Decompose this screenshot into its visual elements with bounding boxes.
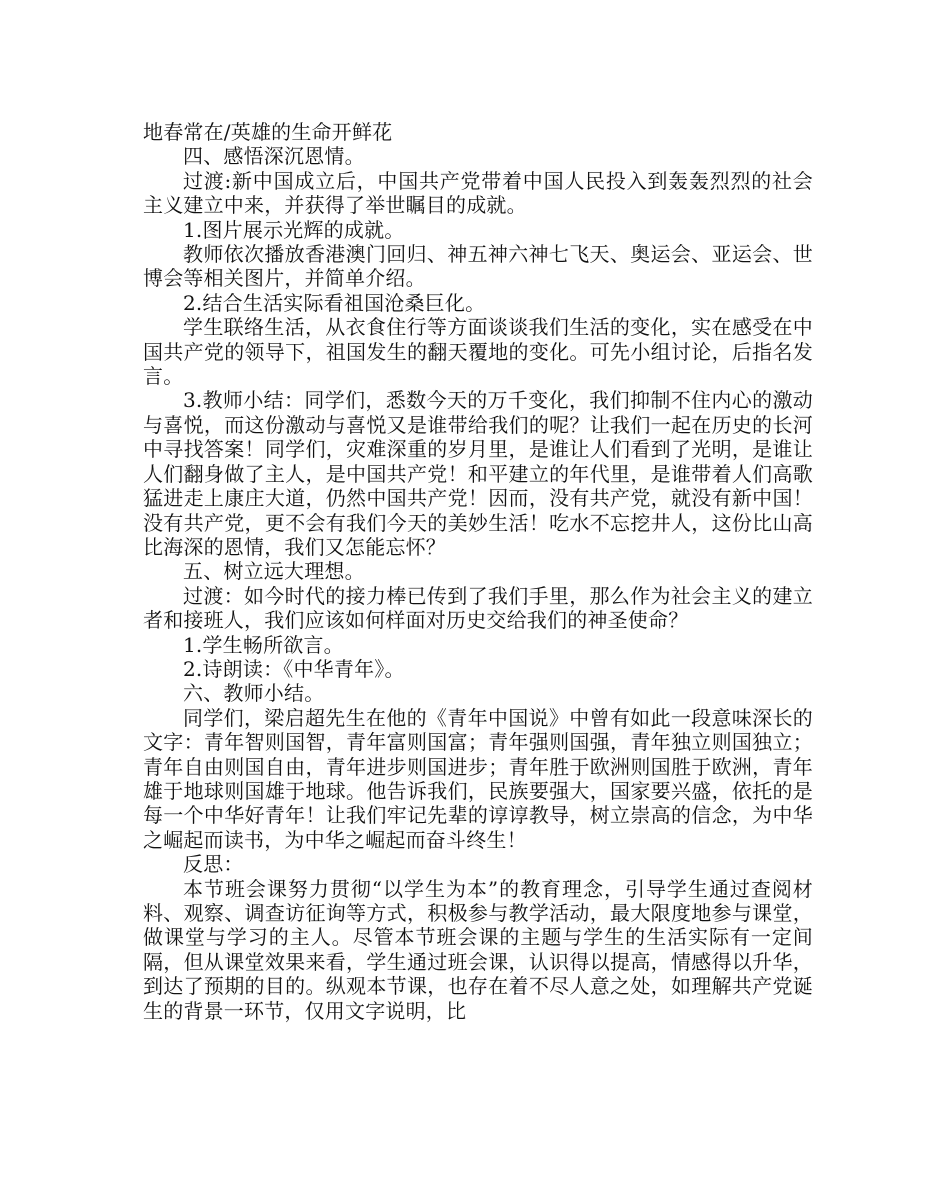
- paragraph-2: 过渡:新中国成立后，中国共产党带着中国人民投入到轰轰烈烈的社会主义建立中来，并获得了举世瞩目的成就。: [143, 168, 813, 218]
- paragraph-13: 同学们，梁启超先生在他的《青年中国说》中曾有如此一段意味深长的文字：青年智则国智，青年富则国富；青年强则国强，青年独立则国独立；青年自由则国自由，青年进步则国进步；青年胜于欧洲则国胜于欧洲，青年雄于地球则国雄于地球。他告诉我们，民族要强大，国家要兴盛，依托的是每一个中华好青年！让我们牢记先辈的谆谆教导，树立崇高的信念，为中华之崛起而读书，为中华之崛起而奋斗终生！: [143, 705, 813, 852]
- paragraph-15: 本节班会课努力贯彻“以学生为本”的教育理念，引导学生通过查阅材料、观察、调查访征询等方式，积极参与教学活动，最大限度地参与课堂，做课堂与学习的主人。尽管本节班会课的主题与学生的生活实际有一定间隔，但从课堂效果来看，学生通过班会课，认识得以提高，情感得以升华，到达了预期的目的。纵观本节课，也存在着不尽人意之处，如理解共产党诞生的背景一环节，仅用文字说明，比: [143, 876, 813, 1023]
- heading-section-4: 四、感悟深沉恩情。: [183, 144, 365, 169]
- list-item-4: 2.诗朗读：《中华青年》。: [183, 656, 405, 681]
- list-item-3: 1.学生畅所欲言。: [183, 632, 344, 657]
- list-item-1: 1.图片展示光辉的成就。: [183, 217, 405, 242]
- heading-reflection: 反思：: [183, 852, 244, 877]
- heading-section-6: 六、教师小结。: [183, 681, 325, 706]
- paragraph-7: 3.教师小结：同学们，悉数今天的万千变化，我们抑制不住内心的激动与喜悦，而这份激动与喜悦又是谁带给我们的呢？让我们一起在历史的长河中寻找答案！同学们，灾难深重的岁月里，是谁让人们看到了光明，是谁让人们翻身做了主人，是中国共产党！和平建立的年代里，是谁带着人们高歌猛进走上康庄大道，仍然中国共产党！因而，没有共产党，就没有新中国！没有共产党，更不会有我们今天的美妙生活！吃水不忘挖井人，这份比山高比海深的恩情，我们又怎能忘怀？: [143, 388, 813, 559]
- heading-section-5: 五、树立远大理想。: [183, 559, 365, 584]
- paragraph-6: 学生联络生活，从衣食住行等方面谈谈我们生活的变化，实在感受在中国共产党的领导下，祖国发生的翻天覆地的变化。可先小组讨论，后指名发言。: [143, 315, 813, 389]
- paragraph-9: 过渡：如今时代的接力棒已传到了我们手里，那么作为社会主义的建立者和接班人，我们应该如何样面对历史交给我们的神圣使命？: [143, 583, 813, 633]
- paragraph-0: 地春常在/英雄的生命开鲜花: [143, 120, 393, 144]
- list-item-2: 2.结合生活实际看祖国沧桑巨化。: [183, 290, 486, 315]
- document-body: [143, 120, 813, 1023]
- paragraph-4: 教师依次播放香港澳门回归、神五神六神七飞天、奥运会、亚运会、世博会等相关图片，并简单介绍。: [143, 242, 813, 291]
